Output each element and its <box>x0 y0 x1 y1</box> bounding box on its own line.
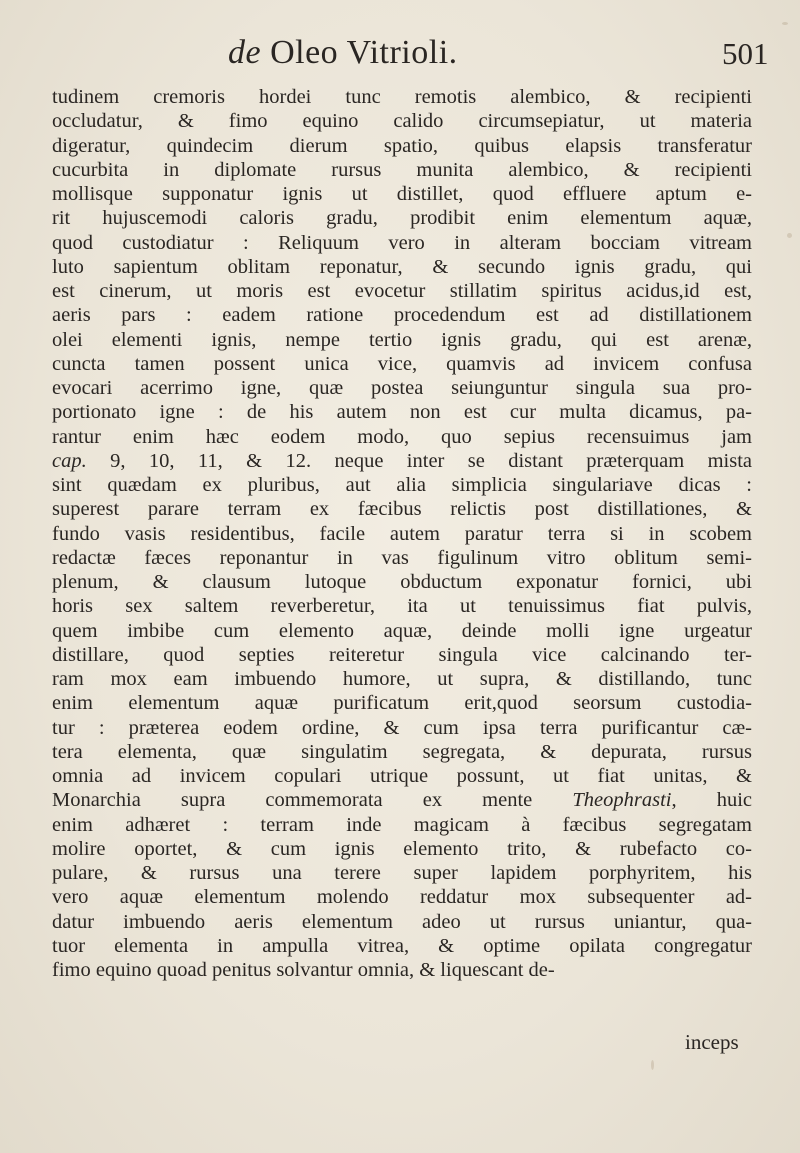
text-line: portionato igne : de his autem non est cur multa dicamus, pa- <box>52 401 752 424</box>
text-line: quem imbibe cum elemento aquæ, deinde molli igne urgeatur <box>52 619 752 642</box>
text-line: superest parare terram ex fæcibus relictis post distillationes, & <box>52 498 752 521</box>
text-line: pulare, & rursus una terere super lapidem porphyritem, his <box>52 862 752 884</box>
text-line: olei elementi ignis, nempe tertio ignis gradu, qui est arenæ, <box>52 328 752 351</box>
running-title-prefix: de <box>228 34 262 71</box>
text-line: digeratur, quindecim dierum spatio, quibus elapsis transferatur <box>52 134 752 157</box>
text-line: enim elementum aquæ purificatum erit,quod seorsum custodia- <box>52 692 752 715</box>
text-line: distillare, quod septies reiteretur singula vice calcinando ter- <box>52 643 752 666</box>
text-line: horis sex saltem reverberetur, ita ut tenuissimus fiat pulvis, <box>52 595 752 618</box>
text-line: redactæ fæces reponantur in vas figulinum vitro oblitum semi- <box>52 546 752 569</box>
text-line: plenum, & clausum lutoque obductum exponatur fornici, ubi <box>52 571 752 593</box>
page-number: 501 <box>722 36 769 71</box>
text-line: cap. 9, 10, 11, & 12. neque inter se distant præterquam mista <box>52 449 752 472</box>
text-line: occludatur, & fimo equino calido circumsepiatur, ut materia <box>52 110 752 133</box>
text-line: tudinem cremoris hordei tunc remotis alembico, & recipienti <box>52 86 752 108</box>
text-line: fimo equino quoad penitus solvantur omnia, & liquescant de- <box>52 959 555 981</box>
text-line: rantur enim hæc eodem modo, quo sepius recensuimus jam <box>52 425 752 448</box>
text-line: tur : præterea eodem ordine, & cum ipsa terra purificantur cæ- <box>52 716 752 739</box>
text-line: evocari acerrimo igne, quæ postea seiunguntur singula sua pro- <box>52 377 752 399</box>
text-line: vero aquæ elementum molendo reddatur mox subsequenter ad- <box>52 886 752 909</box>
italic-abbrev: cap. <box>52 449 87 472</box>
running-title <box>228 34 458 72</box>
text-line: cucurbita in diplomate rursus munita alembico, & recipienti <box>52 158 752 181</box>
text-line: Monarchia supra commemorata ex mente Theophrasti, huic <box>52 789 752 812</box>
italic-name: Theophrasti <box>572 789 672 812</box>
text-line: tuor elementa in ampulla vitrea, & optime opilata congregatur <box>52 934 752 957</box>
text-line: molire oportet, & cum ignis elemento trito, & rubefacto co- <box>52 837 752 860</box>
text-line: fundo vasis residentibus, facile autem paratur terra si in scobem <box>52 522 752 545</box>
text-line: quod custodiatur : Reliquum vero in alteram bocciam vitream <box>52 231 752 254</box>
text-line: sint quædam ex pluribus, aut alia simplicia singulariave dicas : <box>52 474 752 496</box>
text-line: aeris pars : eadem ratione procedendum est ad distillationem <box>52 304 752 327</box>
page-header <box>0 34 800 78</box>
text-line: rit hujuscemodi caloris gradu, prodibit enim elementum aquæ, <box>52 207 752 230</box>
paper-spot <box>782 22 788 25</box>
text-line: mollisque supponatur ignis ut distillet, quod effluere aptum e- <box>52 183 752 205</box>
text-line: luto sapientum oblitam reponatur, & secundo ignis gradu, qui <box>52 255 752 278</box>
paper-spot <box>651 1060 654 1070</box>
running-title-main: Oleo Vitrioli. <box>270 34 458 71</box>
text-line: est cinerum, ut moris est evocetur stillatim spiritus acidus,id est, <box>52 280 752 302</box>
text-line: cuncta tamen possent unica vice, quamvis ad invicem confusa <box>52 352 752 375</box>
text-line: enim adhæret : terram inde magicam à fæcibus segregatam <box>52 813 752 836</box>
text-line: omnia ad invicem copulari utrique possunt, ut fiat unitas, & <box>52 765 752 787</box>
body-text <box>52 85 752 982</box>
text-line: datur imbuendo aeris elementum adeo ut rursus uniantur, qua- <box>52 910 752 933</box>
paper-spot <box>787 233 792 238</box>
text-line: ram mox eam imbuendo humore, ut supra, & distillando, tunc <box>52 668 752 690</box>
catchword: inceps <box>685 1030 739 1054</box>
text-line: tera elementa, quæ singulatim segregata, & depurata, rursus <box>52 740 752 763</box>
